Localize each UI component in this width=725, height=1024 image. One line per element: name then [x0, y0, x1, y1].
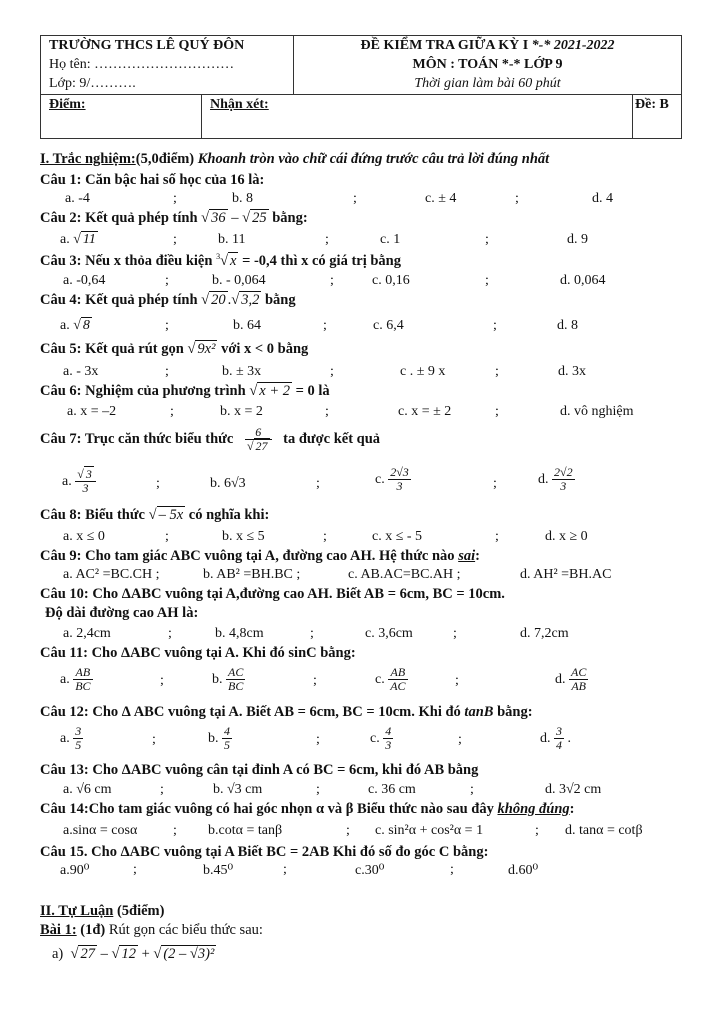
q1-text: Căn bậc hai số học của 16 là: [85, 172, 265, 188]
q5-text: : Kết quả rút gọn [76, 341, 184, 357]
separator: ; [450, 862, 454, 877]
q14-colon: : [569, 801, 575, 817]
question-12 [40, 704, 533, 721]
q9-option-a[interactable]: a. AC² =BC.CH ; [63, 567, 160, 582]
question-14 [40, 801, 574, 818]
question-11 [40, 645, 356, 662]
numerator: AC [228, 665, 244, 679]
q15-text: . Cho ΔABC vuông tại A Biết BC = 2AB Khi đó số đo góc C bằng: [83, 844, 489, 860]
q5-label: Câu 5 [40, 341, 77, 357]
separator: ; [325, 404, 329, 419]
part1-heading [40, 151, 549, 168]
fraction [226, 666, 245, 693]
q4-radicand-1: 20 [211, 292, 226, 308]
q5-option-c[interactable]: c . ± 9 x [400, 364, 446, 379]
q3-radicand: x [230, 252, 237, 269]
denominator: 3 [385, 738, 392, 753]
q7-text: : Trục căn thức biểu thức [76, 431, 234, 448]
q12-text: Cho Δ ABC vuông tại A. Biết AB = 6cm, BC = 10cm. Khi đó [92, 704, 461, 720]
bai1-points: (1đ) [80, 922, 106, 938]
q6-label: Câu 6: [40, 383, 82, 399]
q4-text-post: bằng [264, 292, 296, 308]
q12-option-b[interactable] [208, 725, 232, 752]
q3-option-c[interactable]: c. 0,16 [372, 273, 410, 288]
separator: ; [353, 191, 357, 206]
q3-label: Câu 3: [40, 252, 82, 269]
q9-colon: : [475, 548, 480, 564]
q7-option-b[interactable]: b. 6√3 [210, 476, 246, 491]
q6-option-d[interactable]: d. vô nghiệm [560, 404, 634, 419]
q7-option-d[interactable] [538, 466, 575, 493]
radicand-1: 27 [80, 946, 95, 962]
denominator: BC [228, 679, 244, 694]
denominator: 3 [82, 481, 89, 496]
q13-option-a[interactable]: a. √6 cm [63, 782, 112, 797]
question-15 [40, 844, 488, 861]
q4-option-a[interactable]: a. √ 8 [60, 318, 90, 333]
q4-option-c[interactable]: c. 6,4 [373, 318, 404, 333]
q7-label: Câu 7 [40, 431, 77, 448]
option-letter: c. [375, 671, 385, 687]
q7-option-c[interactable] [375, 466, 411, 493]
radicand: 8 [82, 318, 90, 333]
q2-label: Câu 2: [40, 210, 82, 226]
comment-label: Nhận xét: [210, 97, 269, 112]
q3-option-d[interactable]: d. 0,064 [560, 273, 606, 288]
score-label: Điểm: [49, 97, 86, 112]
option-letter: a. [60, 671, 70, 687]
subject: MÔN : TOÁN *-* LỚP 9 [412, 57, 563, 72]
fraction [554, 725, 564, 752]
q9-option-d[interactable]: d. AH² =BH.AC [520, 567, 612, 582]
q12-label: Câu 12: [40, 704, 89, 720]
separator: ; [330, 364, 334, 379]
bai1-heading [40, 922, 263, 939]
numerator: √ 3 [75, 468, 96, 482]
bai1-label: Bài 1: [40, 922, 77, 938]
q3-text: Nếu x thỏa điều kiện [85, 252, 213, 269]
question-13 [40, 762, 478, 779]
q6-radicand: x + 2 [259, 383, 291, 399]
radicand: 27 [255, 439, 268, 454]
separator: ; [160, 673, 164, 688]
separator: ; [458, 732, 462, 747]
separator: ; [325, 232, 329, 247]
option-letter: a. [62, 473, 72, 489]
separator: ; [485, 273, 489, 288]
q13-option-c[interactable]: c. 36 cm [368, 782, 416, 797]
radicand-2: 12 [121, 946, 136, 962]
q2-radicand-2: 25 [252, 210, 267, 226]
denominator: BC [75, 679, 91, 694]
q1-option-b[interactable]: b. 8 [232, 191, 253, 206]
q5-math: √ 9x² [187, 341, 216, 357]
separator: ; [495, 404, 499, 419]
name-field: Họ tên: ………………………… [49, 57, 235, 72]
q2-option-c[interactable]: c. 1 [380, 232, 401, 247]
q8-option-a[interactable]: a. x ≤ 0 [63, 529, 105, 544]
numerator: AB [73, 666, 92, 680]
q8-math: √ – 5x [148, 507, 184, 523]
q8-option-b[interactable]: b. x ≤ 5 [222, 529, 265, 544]
question-4 [40, 292, 296, 309]
denominator: 4 [556, 738, 562, 753]
q4-option-d[interactable]: d. 8 [557, 318, 578, 333]
q10-label: Câu 10: [40, 586, 89, 602]
q14-label: Câu 14: [40, 801, 89, 817]
separator: ; [173, 232, 177, 247]
duration: Thời gian làm bài 60 phút [414, 76, 561, 91]
numerator: 3 [556, 724, 562, 738]
bai1-text: Rút gọn các biểu thức sau: [108, 922, 263, 938]
fraction [222, 725, 232, 752]
option-letter: c. [375, 471, 385, 487]
separator: ; [165, 529, 169, 544]
q5-option-b[interactable]: b. ± 3x [222, 364, 262, 379]
numerator: 4 [224, 724, 230, 738]
q12-option-c[interactable] [370, 725, 393, 752]
q2-option-d[interactable]: d. 9 [567, 232, 588, 247]
separator: ; [156, 476, 160, 491]
option-letter: d. [540, 730, 551, 746]
q14-option-d[interactable]: d. tanα = cotβ [565, 823, 643, 838]
separator: ; [283, 862, 287, 877]
separator: ; [165, 273, 169, 288]
q3-text-post: = -0,4 thì x có giá trị bằng [242, 252, 401, 269]
separator: ; [316, 732, 320, 747]
q14-emphasis: không đúng [497, 801, 570, 817]
q10-subtext: Độ dài đường cao AH là: [45, 605, 199, 621]
option-letter: a. [60, 232, 70, 247]
q15-option-b[interactable]: b.45⁰ [203, 863, 234, 878]
q1-option-c[interactable]: c. ± 4 [425, 191, 457, 206]
question-6 [40, 383, 330, 400]
q15-label: Câu 15 [40, 844, 84, 860]
q8-text-post: có nghĩa khi: [188, 507, 270, 523]
fraction [75, 468, 96, 495]
q6-option-a[interactable]: a. x = –2 [67, 404, 117, 419]
separator: ; [330, 273, 334, 288]
q8-text: Biểu thức [85, 507, 145, 523]
q15-option-d[interactable]: d.60⁰ [508, 863, 539, 878]
question-1 [40, 172, 264, 189]
q8-option-d[interactable]: d. x ≥ 0 [545, 529, 588, 544]
q12-option-a[interactable] [60, 725, 83, 752]
fraction [569, 666, 588, 693]
q4-option-b[interactable]: b. 64 [233, 318, 261, 333]
separator: ; [310, 626, 314, 641]
part2-heading [40, 903, 164, 920]
exam-code: Đề: B [635, 97, 669, 112]
q5-radicand: 9x² [197, 341, 216, 357]
radicand: 3 [85, 467, 92, 481]
radicand-3: (2 – √3)² [163, 946, 215, 962]
fraction [388, 666, 407, 693]
bai1-part-a: a) √ 27 – √ 12 + √ (2 – √3)² [52, 946, 215, 962]
separator: ; [170, 404, 174, 419]
q2-text-post: bằng: [272, 210, 308, 226]
q11-label: Câu 11: [40, 645, 88, 661]
separator: ; [493, 476, 497, 491]
separator: ; [515, 191, 519, 206]
separator: ; [453, 626, 457, 641]
option-letter: c. [370, 730, 380, 746]
class-field: Lớp: 9/………. [49, 76, 136, 91]
q1-option-a[interactable]: a. -4 [65, 191, 90, 206]
q8-radicand: – 5x [158, 507, 184, 523]
numerator: AB [388, 666, 407, 680]
separator: ; [165, 318, 169, 333]
q8-label: Câu 8: [40, 507, 82, 523]
q7-fraction [245, 426, 272, 453]
q6-option-b[interactable]: b. x = 2 [220, 404, 263, 419]
separator: ; [152, 732, 156, 747]
question-2 [40, 210, 308, 227]
separator: ; [133, 862, 137, 877]
separator: ; [495, 529, 499, 544]
q1-label: Câu 1: [40, 172, 82, 188]
question-9 [40, 548, 480, 565]
fraction [388, 466, 411, 493]
denominator: 3 [396, 479, 403, 494]
q15-option-c[interactable]: c.30⁰ [355, 863, 385, 878]
separator: ; [470, 782, 474, 797]
q2-math: √ 36 – √ 25 [201, 210, 267, 226]
q3-option-b[interactable]: b. - 0,064 [212, 273, 266, 288]
q6-math: √ x + 2 [249, 383, 291, 399]
q12-tanb: tanB [464, 704, 494, 720]
option-letter: b. [208, 730, 219, 746]
q9-option-b[interactable]: b. AB² =BH.BC ; [203, 567, 301, 582]
q6-text: Nghiệm của phương trình [85, 383, 246, 399]
numerator: 6 [245, 426, 272, 440]
part1-points: (5,0điểm) [135, 151, 195, 167]
fraction [552, 466, 575, 493]
separator: ; [173, 191, 177, 206]
fraction [73, 666, 92, 693]
numerator: 2√2 [554, 465, 573, 479]
separator: ; [160, 782, 164, 797]
school-name: TRƯỜNG THCS LÊ QUÝ ĐÔN [49, 38, 245, 53]
part2-points: (5điểm) [116, 903, 165, 919]
q8-option-c[interactable]: c. x ≤ - 5 [372, 529, 423, 544]
q9-label: Câu 9: [40, 548, 82, 564]
separator: ; [168, 626, 172, 641]
q3-option-a[interactable]: a. -0,64 [63, 273, 106, 288]
numerator: AC [571, 665, 587, 679]
q12-option-d[interactable]: d. $\frac{3}{4}$ . [540, 724, 571, 753]
radicand: 11 [82, 232, 96, 247]
part2-title: II. Tự Luận [40, 903, 114, 919]
q10-option-b[interactable]: b. 4,8cm [215, 626, 264, 641]
q15-option-a[interactable]: a.90⁰ [60, 863, 90, 878]
question-5 [40, 341, 308, 358]
denominator: AB [571, 679, 586, 694]
exam-title: ĐỀ KIỂM TRA GIỮA KỲ I [360, 38, 529, 53]
q10-text: Cho ΔABC vuông tại A,đường cao AH. Biết AB = 6cm, BC = 10cm. [92, 586, 505, 602]
fraction [73, 725, 83, 752]
q7-option-a[interactable] [62, 468, 96, 495]
denominator: 5 [224, 738, 230, 753]
q13-option-b[interactable]: b. √3 cm [213, 782, 263, 797]
q14-option-c[interactable]: c. sin²α + cos²α = 1 [375, 823, 484, 838]
separator: ; [346, 823, 350, 838]
q14-option-b[interactable]: b.cotα = tanβ [208, 823, 283, 838]
separator: ; [323, 529, 327, 544]
q4-label: Câu 4: [40, 292, 82, 308]
q11-option-c[interactable] [375, 666, 408, 693]
q14-option-a[interactable]: a.sinα = cosα [63, 823, 138, 838]
q2-text: Kết quả phép tính [85, 210, 198, 226]
part1-title: I. Trắc nghiệm: [40, 151, 136, 167]
q6-option-c[interactable]: c. x = ± 2 [398, 404, 452, 419]
numerator: 3 [75, 724, 82, 738]
option-letter: b. [212, 671, 223, 687]
option-letter: a. [60, 730, 70, 746]
q12-text-post: bằng: [497, 704, 533, 720]
q2-option-b[interactable]: b. 11 [218, 232, 246, 247]
part-a-label: a) [52, 946, 64, 962]
q13-option-d[interactable]: d. 3√2 cm [545, 782, 602, 797]
q5-option-d[interactable]: d. 3x [558, 364, 586, 379]
question-10 [40, 586, 505, 603]
q2-option-a[interactable]: a. √ 11 [60, 232, 96, 247]
denominator: √ 27 [246, 439, 268, 454]
q3-math: $^3$√ x [216, 252, 237, 269]
q4-text: Kết quả phép tính [85, 292, 198, 308]
option-letter: d. [555, 671, 566, 687]
separator: ; [455, 673, 459, 688]
q6-text-post: = 0 là [295, 383, 330, 399]
q10-option-a[interactable]: a. 2,4cm [63, 626, 111, 641]
q5-option-a[interactable]: a. - 3x [63, 364, 99, 379]
q9-text: Cho tam giác ABC vuông tại A, đường cao AH. Hệ thức nào [85, 548, 455, 564]
q5-text-post: với x < 0 bằng [221, 341, 309, 357]
q9-option-c[interactable]: c. AB.AC=BC.AH ; [348, 567, 461, 582]
numerator: 2√3 [390, 465, 409, 479]
option-letter: d. [538, 471, 549, 487]
q14-text: Cho tam giác vuông có hai góc nhọn α và β Biểu thức nào sau đây [88, 801, 494, 817]
fraction [383, 725, 393, 752]
q4-math: √ 20 .√ 3,2 [201, 292, 260, 308]
denominator: 3 [560, 479, 567, 494]
q11-option-a[interactable] [60, 666, 93, 693]
separator: ; [323, 318, 327, 333]
separator: ; [535, 823, 539, 838]
separator: ; [316, 782, 320, 797]
q13-label: Câu 13: [40, 762, 89, 778]
separator: ; [495, 364, 499, 379]
numerator: 4 [385, 724, 392, 738]
q7-text-post: ta được kết quả [283, 431, 381, 448]
denominator: AC [390, 679, 406, 694]
separator: ; [485, 232, 489, 247]
denominator: 5 [75, 738, 82, 753]
question-8 [40, 507, 269, 524]
q1-option-d[interactable]: d. 4 [592, 191, 613, 206]
exam-year: *-* 2021-2022 [531, 38, 615, 53]
separator: ; [313, 673, 317, 688]
question-3 [40, 252, 401, 270]
separator: ; [165, 364, 169, 379]
q13-text: Cho ΔABC vuông cân tại đỉnh A có BC = 6cm, khi đó AB bằng [92, 762, 479, 778]
q11-text: Cho ΔABC vuông tại A. Khi đó sinC bằng: [91, 645, 356, 661]
separator: ; [316, 476, 320, 491]
option-letter: a. [60, 318, 70, 333]
q10-option-d[interactable]: d. 7,2cm [520, 626, 569, 641]
separator: ; [493, 318, 497, 333]
part1-instruction: Khoanh tròn vào chữ cái đứng trước câu trả lời đúng nhất [197, 151, 550, 167]
q9-emphasis: sai [458, 548, 476, 564]
q10-option-c[interactable]: c. 3,6cm [365, 626, 413, 641]
q4-radicand-2: 3,2 [241, 292, 260, 308]
question-7 [40, 426, 380, 453]
q11-option-d[interactable] [555, 666, 588, 693]
q11-option-b[interactable] [212, 666, 245, 693]
q2-radicand-1: 36 [211, 210, 226, 226]
separator: ; [173, 823, 177, 838]
